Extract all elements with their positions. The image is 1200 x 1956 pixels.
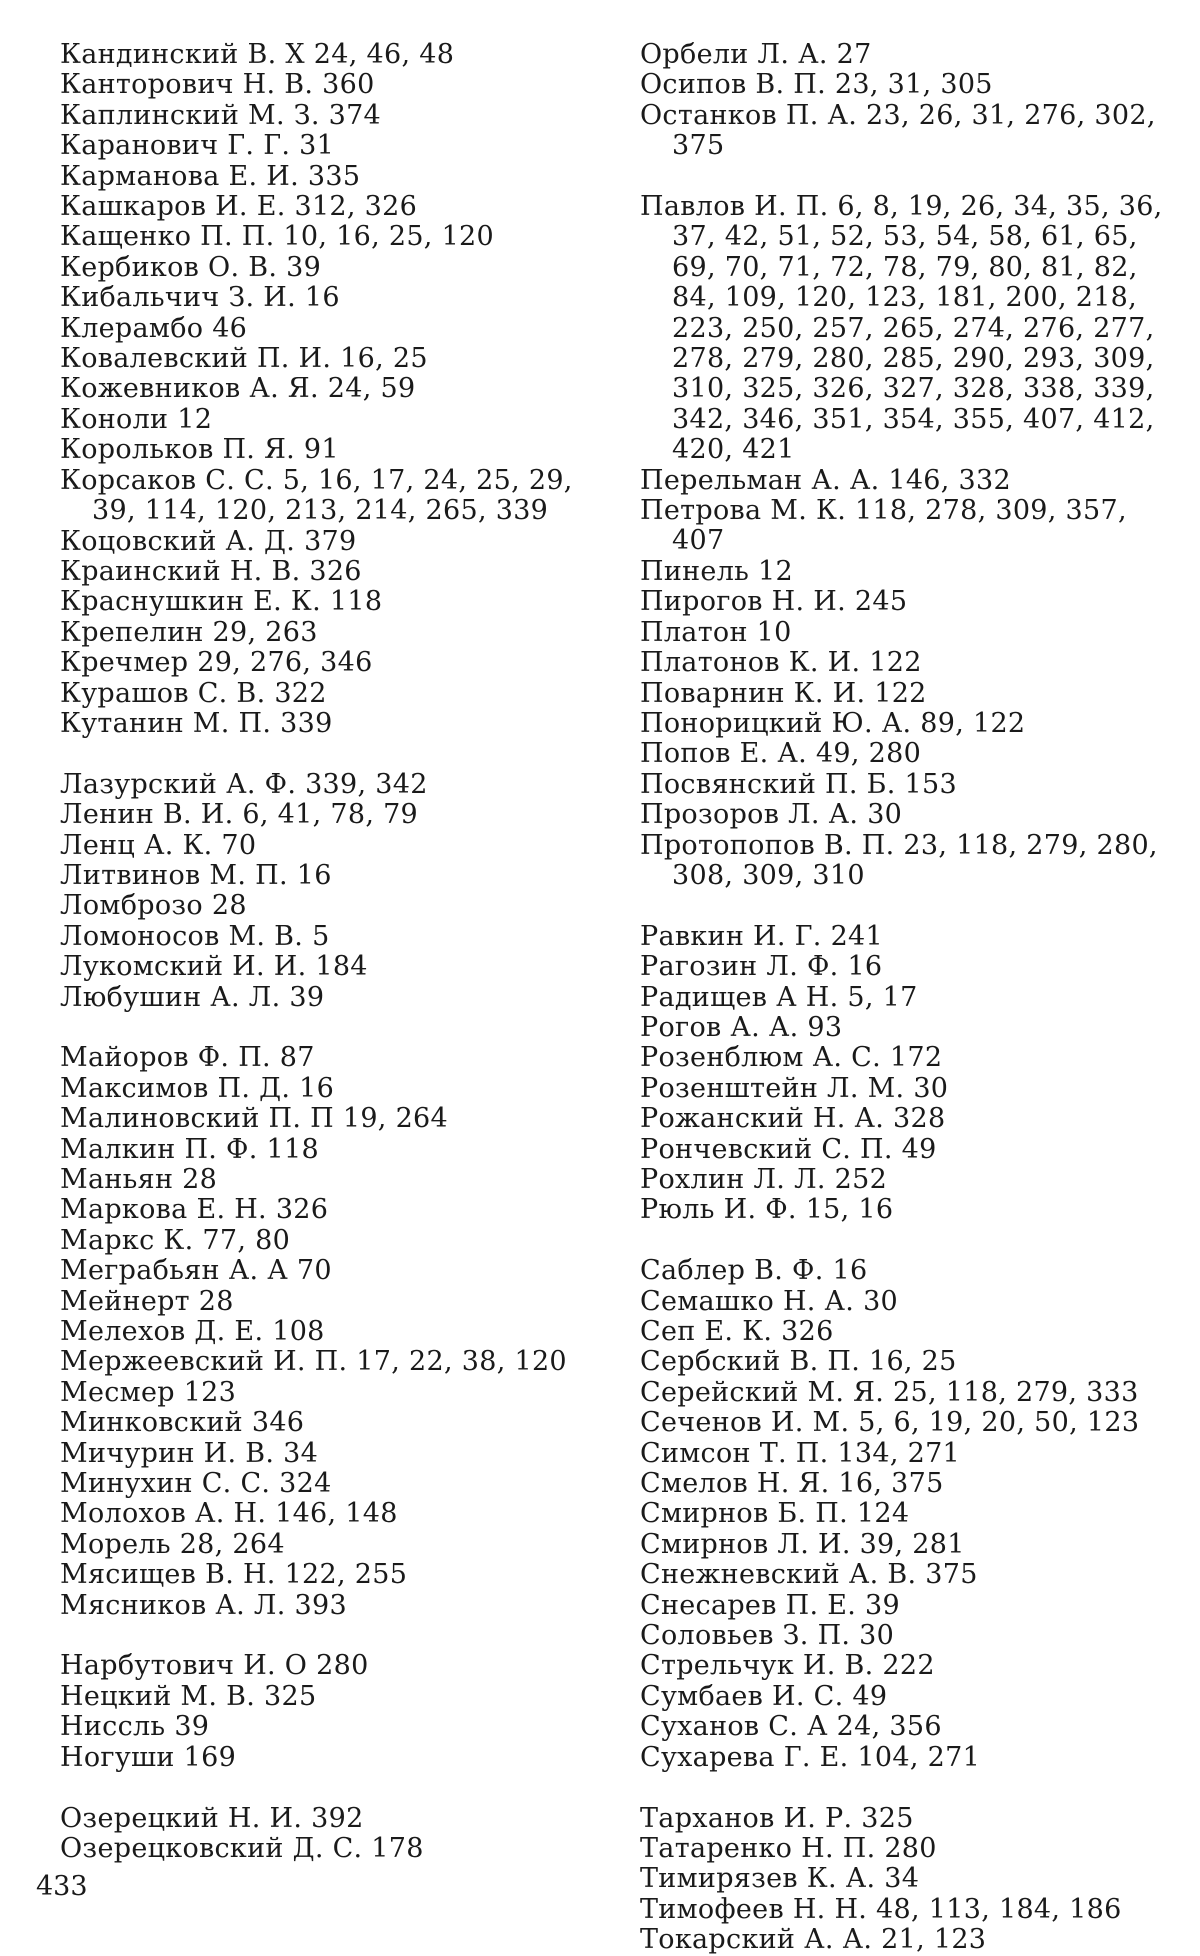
index-entry: Озерецковский Д. С. 178 xyxy=(60,1832,424,1864)
index-entry: Канторович Н. В. 360 xyxy=(60,69,375,101)
index-entry: Месмер 123 xyxy=(60,1376,237,1408)
index-entry: Соловьев З. П. 30 xyxy=(640,1620,895,1652)
index-entry: Рончевский С. П. 49 xyxy=(640,1133,937,1165)
group-gap xyxy=(60,1621,620,1651)
group-gap xyxy=(640,1226,1180,1256)
index-entry: Петрова М. К. 118, 278, 309, 357, 407 xyxy=(640,495,1127,557)
index-entry: Татаренко Н. П. 280 xyxy=(640,1832,937,1864)
index-entry: Карманова Е. И. 335 xyxy=(60,160,361,192)
index-entry: Корольков П. Я. 91 xyxy=(60,434,339,466)
index-entry: Рагозин Л. Ф. 16 xyxy=(640,951,883,983)
index-entry: Каплинский М. З. 374 xyxy=(60,99,382,131)
index-entry: Равкин И. Г. 241 xyxy=(640,920,884,952)
index-entry: Крепелин 29, 263 xyxy=(60,616,318,648)
index-entry: Нарбутович И. О 280 xyxy=(60,1650,369,1682)
index-entry: Коцовский А. Д. 379 xyxy=(60,525,357,557)
index-entry: Майоров Ф. П. 87 xyxy=(60,1042,315,1074)
index-entry: Меграбьян А. А 70 xyxy=(60,1255,332,1287)
index-entry: Клерамбо 46 xyxy=(60,312,248,344)
index-entry: Минковский 346 xyxy=(60,1407,305,1439)
index-entry: Ломоносов М. В. 5 xyxy=(60,920,330,952)
index-entry: Семашко Н. А. 30 xyxy=(640,1285,899,1317)
index-entry: Маньян 28 xyxy=(60,1164,218,1195)
index-entry: Кутанин М. П. 339 xyxy=(60,707,333,739)
index-entry: Симсон Т. П. 134, 271 xyxy=(640,1437,961,1469)
index-entry: Ковалевский П. И. 16, 25 xyxy=(60,343,428,375)
index-entry: Кибальчич З. И. 16 xyxy=(60,282,340,314)
index-entry: Сухарева Г. Е. 104, 271 xyxy=(640,1741,981,1773)
index-entry: Корсаков С. С. 5, 16, 17, 24, 25, 29, 39, 114, 120, 213, 214, 265, 339 xyxy=(60,464,573,527)
group-gap xyxy=(640,1773,1180,1803)
index-entry: Мясищев В. Н. 122, 255 xyxy=(60,1559,408,1591)
index-entry: Сеп Е. К. 326 xyxy=(640,1316,834,1348)
index-entry: Озерецкий Н. И. 392 xyxy=(60,1802,364,1834)
index-entry: Понорицкий Ю. А. 89, 122 xyxy=(640,707,1026,739)
index-entry: Саблер В. Ф. 16 xyxy=(640,1255,868,1287)
index-entry: Пинель 12 xyxy=(640,555,794,587)
group-gap xyxy=(60,1773,620,1803)
index-entry: Смирнов Л. И. 39, 281 xyxy=(640,1528,965,1560)
index-entry: Кербиков О. В. 39 xyxy=(60,251,322,283)
index-entry: Мейнерт 28 xyxy=(60,1285,234,1317)
index-entry: Любушин А. Л. 39 xyxy=(60,981,325,1013)
left-column xyxy=(60,40,620,1864)
index-entry: Сумбаев И. С. 49 xyxy=(640,1680,888,1712)
index-entry: Рюль И. Ф. 15, 16 xyxy=(640,1194,894,1226)
index-entry: Кащенко П. П. 10, 16, 25, 120 xyxy=(60,221,495,253)
index-entry: Мясников А. Л. 393 xyxy=(60,1589,347,1621)
index-entry: Рожанский Н. А. 328 xyxy=(640,1103,946,1135)
index-entry: Кречмер 29, 276, 346 xyxy=(60,647,373,679)
index-entry: Кожевников А. Я. 24, 59 xyxy=(60,373,416,405)
index-entry: Рохлин Л. Л. 252 xyxy=(640,1164,888,1195)
index-entry: Прозоров Л. А. 30 xyxy=(640,799,903,831)
index-entry: Попов Е. А. 49, 280 xyxy=(640,738,922,770)
index-entry: Смелов Н. Я. 16, 375 xyxy=(640,1468,944,1500)
index-entry: Токарский А. А. 21, 123 xyxy=(640,1924,987,1956)
index-entry: Протопопов В. П. 23, 118, 279, 280, 308, 309, 310 xyxy=(640,829,1158,891)
index-entry: Тимофеев Н. Н. 48, 113, 184, 186 xyxy=(640,1893,1122,1925)
index-entry: Краснушкин Е. К. 118 xyxy=(60,586,383,618)
index-entry: Сербский В. П. 16, 25 xyxy=(640,1346,957,1378)
index-entry: Розенштейн Л. М. 30 xyxy=(640,1072,949,1104)
index-entry: Кандинский В. Х 24, 46, 48 xyxy=(60,39,455,70)
index-entry: Перельман А. А. 146, 332 xyxy=(640,464,1011,496)
index-entry: Минухин С. С. 324 xyxy=(60,1468,332,1500)
group-gap xyxy=(640,162,1180,192)
index-entry: Посвянский П. Б. 153 xyxy=(640,768,957,800)
index-entry: Ленц А. К. 70 xyxy=(60,829,257,861)
index-entry: Морель 28, 264 xyxy=(60,1528,285,1560)
index-entry: Стрельчук И. В. 222 xyxy=(640,1650,935,1682)
group-gap xyxy=(60,1013,620,1043)
index-entry: Мержеевский И. П. 17, 22, 38, 120 xyxy=(60,1346,567,1378)
index-entry: Снесарев П. Е. 39 xyxy=(640,1589,900,1621)
index-entry: Молохов А. Н. 146, 148 xyxy=(60,1498,398,1530)
index-entry: Серейский М. Я. 25, 118, 279, 333 xyxy=(640,1376,1139,1408)
index-entry: Радищев А Н. 5, 17 xyxy=(640,981,918,1013)
index-entry: Рогов А. А. 93 xyxy=(640,1011,843,1043)
index-entry: Маркс К. 77, 80 xyxy=(60,1224,291,1256)
index-entry: Ломброзо 28 xyxy=(60,890,247,922)
index-entry: Максимов П. Д. 16 xyxy=(60,1072,335,1104)
index-entry: Мичурин И. В. 34 xyxy=(60,1437,319,1469)
index-entry: Орбели Л. А. 27 xyxy=(640,39,872,70)
group-gap xyxy=(640,891,1180,921)
index-entry: Снежневский А. В. 375 xyxy=(640,1559,978,1591)
page-number: 433 xyxy=(36,1871,88,1902)
group-gap xyxy=(60,739,620,769)
index-entry: Малиновский П. П 19, 264 xyxy=(60,1103,449,1135)
right-column xyxy=(640,40,1180,1956)
index-entry: Останков П. А. 23, 26, 31, 276, 302, 375 xyxy=(640,99,1156,162)
index-entry: Поварнин К. И. 122 xyxy=(640,677,927,709)
index-entry: Коноли 12 xyxy=(60,403,213,435)
index-entry: Каранович Г. Г. 31 xyxy=(60,130,335,162)
index-entry: Литвинов М. П. 16 xyxy=(60,859,332,891)
index-entry: Краинский Н. В. 326 xyxy=(60,555,362,587)
index-entry: Ниссль 39 xyxy=(60,1711,210,1743)
index-entry: Пирогов Н. И. 245 xyxy=(640,586,908,618)
index-entry: Ногуши 169 xyxy=(60,1741,237,1773)
index-entry: Мелехов Д. Е. 108 xyxy=(60,1316,325,1348)
index-entry: Суханов С. А 24, 356 xyxy=(640,1711,942,1743)
index-entry: Лазурский А. Ф. 339, 342 xyxy=(60,768,428,800)
index-entry: Смирнов Б. П. 124 xyxy=(640,1498,910,1530)
index-entry: Платон 10 xyxy=(640,616,792,648)
index-entry: Лукомский И. И. 184 xyxy=(60,951,368,983)
index-entry: Осипов В. П. 23, 31, 305 xyxy=(640,69,993,101)
index-entry: Нецкий М. В. 325 xyxy=(60,1680,317,1712)
index-entry: Сеченов И. М. 5, 6, 19, 20, 50, 123 xyxy=(640,1407,1140,1439)
index-entry: Малкин П. Ф. 118 xyxy=(60,1133,319,1165)
index-entry: Кашкаров И. Е. 312, 326 xyxy=(60,191,418,223)
index-entry: Павлов И. П. 6, 8, 19, 26, 34, 35, 36, 37, 42, 51, 52, 53, 54, 58, 61, 65, 69, 70, 71, 72, 78, 79, 80, 81, 82, 84, 109, 120, 123, 181, 200, 218, 223, 250, 257, 265, 274, 276, 277, 278, 279, 280, 285, 290, 293, 309, 310, 325, 326, 327, 328, 338, 339, 342, 346, 351, 354, 355, 407, 412, 420, 421 xyxy=(640,191,1163,466)
index-entry: Ленин В. И. 6, 41, 78, 79 xyxy=(60,799,419,831)
index-entry: Платонов К. И. 122 xyxy=(640,647,922,679)
index-entry: Маркова Е. Н. 326 xyxy=(60,1194,329,1226)
index-entry: Тимирязев К. А. 34 xyxy=(640,1863,920,1895)
index-entry: Курашов С. В. 322 xyxy=(60,677,327,709)
index-entry: Розенблюм А. С. 172 xyxy=(640,1042,943,1074)
index-entry: Тарханов И. Р. 325 xyxy=(640,1802,914,1834)
